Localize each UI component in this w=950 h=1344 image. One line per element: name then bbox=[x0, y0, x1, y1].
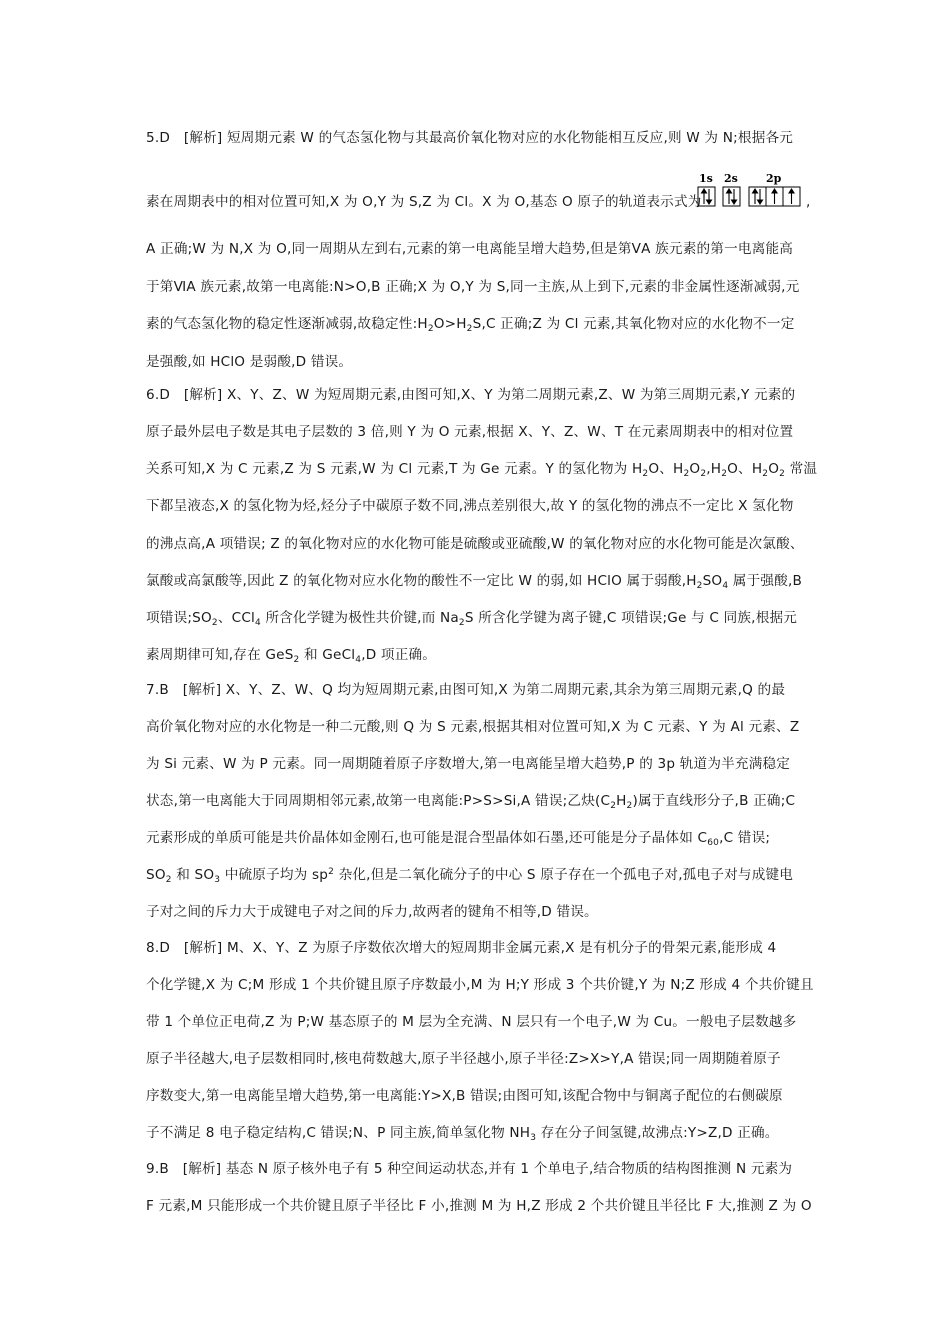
text: 氯酸或高氯酸等,因此 Z 的氧化物对应水化物的酸性不一定比 W 的弱,如 HClO 属于弱酸,H bbox=[146, 573, 697, 589]
subscript: 2 bbox=[610, 801, 617, 811]
text: ,D 项正确。 bbox=[361, 647, 437, 663]
q6-line-4: 下都呈液态,X 的氢化物为烃,烃分子中碳原子数不同,沸点差别很大,故 Y 的氢化物的沸点不一定比 X 氢化物 bbox=[146, 498, 794, 514]
subscript: 2 bbox=[642, 469, 649, 479]
q8-line-6 bbox=[146, 1125, 779, 1141]
text: O、H bbox=[648, 461, 684, 477]
orbital-box-2s bbox=[723, 187, 740, 206]
subscript: 2 bbox=[721, 469, 728, 479]
subscript: 2 bbox=[427, 324, 434, 334]
superscript: 2 bbox=[328, 867, 335, 877]
text: O bbox=[689, 461, 701, 477]
text: 素的气态氢化物的稳定性逐渐减弱,故稳定性:H bbox=[146, 316, 428, 332]
q5-line-2-text: 素在周期表中的相对位置可知,X 为 O,Y 为 S,Z 为 Cl。X 为 O,基态 O 原子的轨道表示式为 bbox=[146, 194, 702, 210]
text: ,H bbox=[706, 461, 722, 477]
text: 所含化学键为极性共价键,而 Na bbox=[260, 610, 459, 626]
orbital-box-1s bbox=[698, 187, 715, 206]
subscript: 3 bbox=[214, 875, 221, 885]
q7-line-2: 高价氧化物对应的水化物是一种二元酸,则 Q 为 S 元素,根据其相对位置可知,X 为 C 元素、Y 为 Al 元素、Z bbox=[146, 719, 800, 735]
text: SO bbox=[702, 573, 723, 589]
q6-line-3 bbox=[146, 461, 817, 477]
text: 元素形成的单质可能是共价晶体如金刚石,也可能是混合型晶体如石墨,还可能是分子晶体如 C bbox=[146, 830, 708, 846]
orbital-label-1s: 1s bbox=[699, 172, 713, 185]
text: 素周期律可知,存在 GeS bbox=[146, 647, 294, 663]
q7-line-1: 7.B [解析] X、Y、Z、W、Q 均为短周期元素,由图可知,X 为第二周期元素,其余为第三周期元素,Q 的最 bbox=[146, 682, 786, 698]
subscript: 2 bbox=[626, 801, 633, 811]
subscript: 2 bbox=[762, 469, 769, 479]
orbital-box-2p-1 bbox=[749, 187, 766, 206]
subscript: 4 bbox=[355, 655, 362, 665]
q5-line-1: 5.D [解析] 短周期元素 W 的气态氢化物与其最高价氧化物对应的水化物能相互反应,则 W 为 N;根据各元 bbox=[146, 130, 794, 146]
q9-line-1: 9.B [解析] 基态 N 原子核外电子有 5 种空间运动状态,并有 1 个单电子,结合物质的结构图推测 N 元素为 bbox=[146, 1161, 793, 1177]
q8-line-2: 个化学键,X 为 C;M 形成 1 个共价键且原子序数最小,M 为 H;Y 形成 3 个共价键,Y 为 N;Z 形成 4 个共价键且 bbox=[146, 977, 814, 993]
q5-line-5 bbox=[146, 316, 795, 332]
q8-line-1: 8.D [解析] M、X、Y、Z 为原子序数依次增大的短周期非金属元素,X 是有机分子的骨架元素,能形成 4 bbox=[146, 940, 777, 956]
text: 常温 bbox=[785, 461, 818, 477]
text: 状态,第一电离能大于同周期相邻元素,故第一电离能:P>S>Si,A 错误;乙炔(C bbox=[146, 793, 611, 809]
q9-line-2: F 元素,M 只能形成一个共价键且原子半径比 F 小,推测 M 为 H,Z 形成 2 个共价键且半径比 F 大,推测 Z 为 O bbox=[146, 1198, 812, 1214]
q7-line-4 bbox=[146, 793, 795, 809]
subscript: 2 bbox=[700, 469, 707, 479]
text: SO bbox=[146, 867, 166, 883]
text: S 所含化学键为离子键,C 项错误;Ge 与 C 同族,根据元 bbox=[464, 610, 798, 626]
subscript: 4 bbox=[722, 581, 729, 591]
orbital-diagram bbox=[697, 172, 807, 208]
q7-line-3: 为 Si 元素、W 为 P 元素。同一周期随着原子序数增大,第一电离能呈增大趋势,P 的 3p 轨道为半充满稳定 bbox=[146, 756, 791, 772]
text: O>H bbox=[433, 316, 467, 332]
text: O、H bbox=[727, 461, 763, 477]
subscript: 4 bbox=[254, 618, 261, 628]
text: 属于强酸,B bbox=[728, 573, 803, 589]
q7-line-6 bbox=[146, 867, 793, 883]
text: )属于直线形分子,B 正确;C bbox=[632, 793, 796, 809]
text: H bbox=[616, 793, 627, 809]
subscript: 2 bbox=[211, 618, 218, 628]
q6-line-5: 的沸点高,A 项错误; Z 的氧化物对应的水化物可能是硫酸或亚硫酸,W 的氧化物对应的水化物可能是次氯酸、 bbox=[146, 536, 804, 552]
subscript: 2 bbox=[165, 875, 172, 885]
electron-arrows-2p bbox=[753, 189, 795, 204]
q6-line-8 bbox=[146, 647, 436, 663]
q5-line-2-end: , bbox=[806, 194, 811, 210]
paired-electron-arrows bbox=[727, 189, 737, 204]
q8-line-3: 带 1 个单位正电荷,Z 为 P;W 基态原子的 M 层为全充满、N 层只有一个电子,W 为 Cu。一般电子层数越多 bbox=[146, 1014, 797, 1030]
subscript: 2 bbox=[779, 469, 786, 479]
subscript: 2 bbox=[683, 469, 690, 479]
q6-line-7 bbox=[146, 610, 797, 626]
q6-line-2: 原子最外层电子数是其电子层数的 3 倍,则 Y 为 O 元素,根据 X、Y、Z、W、T 在元素周期表中的相对位置 bbox=[146, 424, 794, 440]
text: 中硫原子均为 sp bbox=[220, 867, 329, 883]
text: S,C 正确;Z 为 Cl 元素,其氧化物对应的水化物不一定 bbox=[472, 316, 795, 332]
orbital-label-2p: 2p bbox=[766, 172, 782, 185]
orbital-label-2s: 2s bbox=[724, 172, 738, 185]
text: 和 GeCl bbox=[299, 647, 356, 663]
paired-electron-arrows bbox=[702, 189, 712, 204]
subscript: 2 bbox=[466, 324, 473, 334]
q6-line-6 bbox=[146, 573, 802, 589]
q5-line-2 bbox=[146, 194, 702, 210]
q6-line-1: 6.D [解析] X、Y、Z、W 为短周期元素,由图可知,X、Y 为第二周期元素,Z、W 为第三周期元素,Y 元素的 bbox=[146, 387, 796, 403]
subscript: 3 bbox=[530, 1133, 537, 1143]
text: 项错误;SO bbox=[146, 610, 212, 626]
subscript: 60 bbox=[707, 838, 720, 848]
text: 、CCl bbox=[217, 610, 255, 626]
subscript: 2 bbox=[458, 618, 465, 628]
text: 子不满足 8 电子稳定结构,C 错误;N、P 同主族,简单氢化物 NH bbox=[146, 1125, 531, 1141]
subscript: 2 bbox=[696, 581, 703, 591]
q5-line-4: 于第ⅥA 族元素,故第一电离能:N>O,B 正确;X 为 O,Y 为 S,同一主族,从上到下,元素的非金属性逐渐减弱,元 bbox=[146, 279, 800, 295]
q5-line-3: A 正确;W 为 N,X 为 O,同一周期从左到右,元素的第一电离能呈增大趋势,但是第ⅤA 族元素的第一电离能高 bbox=[146, 241, 794, 257]
q8-line-4: 原子半径越大,电子层数相同时,核电荷数越大,原子半径越小,原子半径:Z>X>Y,A 错误;同一周期随着原子 bbox=[146, 1051, 781, 1067]
q7-line-7: 子对之间的斥力大于成键电子对之间的斥力,故两者的键角不相等,D 错误。 bbox=[146, 904, 598, 920]
text: 杂化,但是二氧化硫分子的中心 S 原子存在一个孤电子对,孤电子对与成键电 bbox=[334, 867, 794, 883]
subscript: 2 bbox=[293, 655, 300, 665]
text: 和 SO bbox=[171, 867, 215, 883]
q5-line-6: 是强酸,如 HClO 是弱酸,D 错误。 bbox=[146, 354, 353, 370]
text: ,C 错误; bbox=[719, 830, 771, 846]
q7-line-5 bbox=[146, 830, 770, 846]
text: O bbox=[768, 461, 780, 477]
text: 关系可知,X 为 C 元素,Z 为 S 元素,W 为 Cl 元素,T 为 Ge 元素。Y 的氢化物为 H bbox=[146, 461, 643, 477]
q8-line-5: 序数变大,第一电离能呈增大趋势,第一电离能:Y>X,B 错误;由图可知,该配合物中与铜离子配位的右侧碳原 bbox=[146, 1088, 783, 1104]
text: 存在分子间氢键,故沸点:Y>Z,D 正确。 bbox=[536, 1125, 779, 1141]
